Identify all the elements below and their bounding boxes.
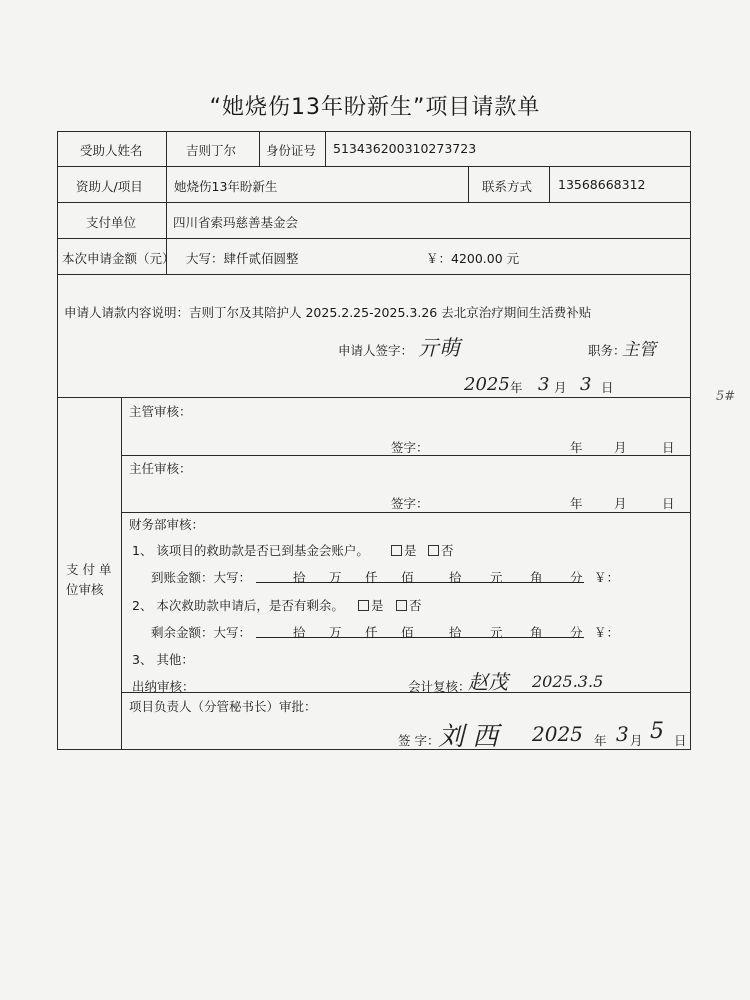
col-divider: [259, 131, 260, 166]
review-divider: [121, 692, 690, 693]
table-border-top: [57, 131, 690, 132]
remaining-unit: 佰: [401, 625, 414, 640]
payer-label: 支付单位: [86, 215, 137, 230]
explanation-text: 申请人请款内容说明：吉则丁尔及其陪护人 2025.2.25-2025.3.26 去北京治疗期间生活费补贴: [64, 305, 592, 320]
final-month-unit: 月: [630, 733, 643, 748]
beneficiary-name-label: 受助人姓名: [80, 143, 143, 158]
amount-number: ￥：4200.00 元: [426, 251, 520, 266]
final-sign-label: 签 字：: [398, 733, 440, 748]
remaining-unit: 分: [570, 625, 583, 640]
arrival-unit: 拾: [449, 570, 462, 585]
margin-note: 5#: [716, 389, 736, 404]
review-side-label-line2: 位审核: [66, 582, 104, 597]
finance-question-2: 2、 本次救助款申请后，是否有剩余。: [132, 598, 344, 613]
q2-no-option[interactable]: [396, 596, 422, 614]
review-divider: [121, 512, 690, 513]
q2-yes-label: 是: [371, 598, 384, 613]
final-day-unit: 日: [674, 733, 687, 748]
amount-label: 本次申请金额（元）: [62, 251, 175, 266]
arrival-unit: 分: [570, 570, 583, 585]
project-manager-approval-label: 项目负责人（分管秘书长）审批：: [129, 699, 317, 714]
remaining-unit: 元: [490, 625, 503, 640]
arrival-unit: 佰: [401, 570, 414, 585]
id-number-value: 513436200310273723: [333, 141, 477, 156]
finance-question-3: 3、 其他：: [132, 652, 194, 667]
q1-no-label: 否: [441, 543, 454, 558]
table-border-bottom: [57, 749, 691, 750]
arrival-unit: 仟: [365, 570, 378, 585]
q1-no-checkbox[interactable]: [428, 545, 439, 556]
application-date-month-unit: 月: [554, 380, 567, 395]
applicant-signature-label: 申请人签字：: [338, 343, 414, 358]
remaining-unit: 角: [530, 625, 543, 640]
director-day-unit: 日: [662, 496, 675, 511]
q2-yes-option[interactable]: [358, 596, 384, 614]
q1-no-option[interactable]: [428, 541, 454, 559]
remaining-unit: 拾: [449, 625, 462, 640]
remaining-unit: 拾: [293, 625, 306, 640]
remaining-amount-label: 剩余金额：大写：: [151, 625, 252, 640]
arrival-unit: 角: [530, 570, 543, 585]
q1-yes-label: 是: [404, 543, 417, 558]
final-year-unit: 年: [594, 733, 607, 748]
application-date-month: 3: [538, 374, 550, 395]
application-date-day: 3: [580, 374, 592, 395]
director-month-unit: 月: [614, 496, 627, 511]
supervisor-year-unit: 年: [570, 440, 583, 455]
finance-question-1: 1、 该项目的救助款是否已到基金会账户。: [132, 543, 369, 558]
application-date-year: 2025: [464, 374, 510, 395]
director-sign-label: 签字：: [391, 496, 429, 511]
finance-review-label: 财务部审核：: [129, 517, 205, 532]
application-date-day-unit: 日: [601, 380, 614, 395]
final-signature: 刘 西: [438, 722, 499, 752]
position-label: 职务：: [588, 343, 626, 358]
review-side-label-line1: 支 付 单: [66, 562, 112, 577]
col-divider: [468, 166, 469, 202]
contact-value: 13568668312: [558, 177, 646, 192]
director-year-unit: 年: [570, 496, 583, 511]
remaining-unit: 仟: [365, 625, 378, 640]
contact-label: 联系方式: [482, 179, 533, 194]
accounting-review-label: 会计复核：: [408, 679, 471, 694]
row-divider: [57, 274, 690, 275]
id-number-label: 身份证号: [266, 143, 317, 158]
q1-yes-option[interactable]: [391, 541, 417, 559]
row-divider: [57, 238, 690, 239]
accounting-signature: 赵茂: [468, 670, 508, 694]
remaining-yen-label: ￥：: [594, 625, 620, 640]
position-value: 主管: [622, 340, 656, 360]
supervisor-sign-label: 签字：: [391, 440, 429, 455]
q2-yes-checkbox[interactable]: [358, 600, 369, 611]
q2-no-label: 否: [409, 598, 422, 613]
arrival-unit: 万: [329, 570, 342, 585]
sponsor-value: 她烧伤13年盼新生: [174, 179, 278, 194]
arrival-amount-label: 到账金额：大写：: [151, 570, 252, 585]
final-month: 3: [616, 722, 629, 746]
arrival-yen-label: ￥：: [594, 570, 620, 585]
final-day: 5: [650, 719, 664, 744]
payer-value: 四川省索玛慈善基金会: [173, 215, 299, 230]
arrival-unit: 元: [490, 570, 503, 585]
q2-no-checkbox[interactable]: [396, 600, 407, 611]
supervisor-review-label: 主管审核：: [129, 404, 192, 419]
amount-words: 大写：肆仟贰佰圆整: [186, 251, 299, 266]
q1-yes-checkbox[interactable]: [391, 545, 402, 556]
sponsor-label: 资助人/项目: [76, 179, 143, 194]
accounting-date: 2025.3.5: [532, 672, 604, 691]
col-divider: [325, 131, 326, 166]
application-date-year-unit: 年: [510, 380, 523, 395]
table-border-left: [57, 131, 58, 749]
row-divider: [57, 397, 690, 398]
remaining-unit: 万: [329, 625, 342, 640]
row-divider: [57, 166, 690, 167]
col-divider: [121, 397, 122, 749]
director-review-label: 主任审核：: [129, 461, 192, 476]
arrival-unit: 拾: [293, 570, 306, 585]
table-border-right: [690, 131, 691, 749]
beneficiary-name-value: 吉则丁尔: [186, 143, 237, 158]
cashier-review-label: 出纳审核：: [132, 679, 195, 694]
supervisor-day-unit: 日: [662, 440, 675, 455]
supervisor-month-unit: 月: [614, 440, 627, 455]
applicant-signature: 亓萌: [418, 336, 460, 360]
row-divider: [57, 202, 690, 203]
col-divider: [549, 166, 550, 202]
final-year: 2025: [532, 722, 583, 746]
form-title: “她烧伤13年盼新生”项目请款单: [209, 95, 541, 120]
